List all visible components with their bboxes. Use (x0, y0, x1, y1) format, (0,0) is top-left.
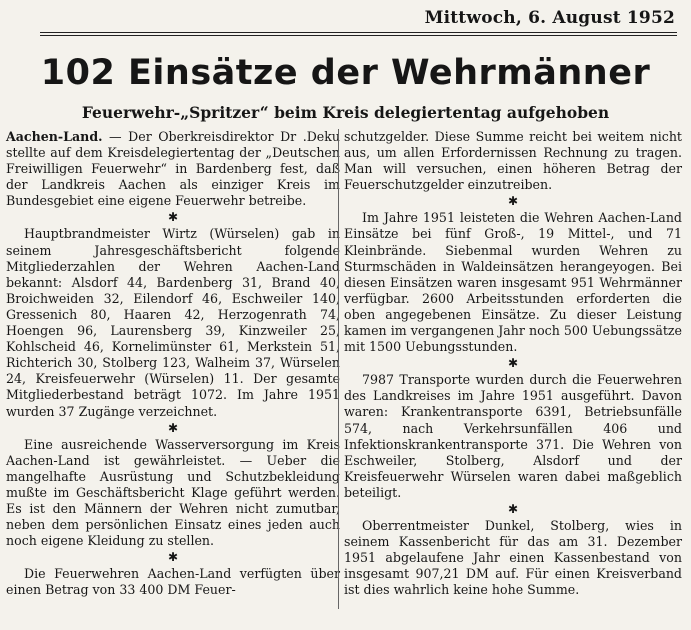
subheadline: Feuerwehr-„Spritzer“ beim Kreis delegiertentag aufgehoben (81, 103, 610, 122)
paragraph: Eine ausreichende Wasserversorgung im Kreis Aachen-Land ist gewährleistet. — Ueber die mangelhafte Ausrüstung und Schutzbekleidung mußte im Geschäftsbericht Klage geführt werden. Es ist den Männern der Wehren nicht zumutbar, neben dem persönlichen Einsatz eines jeden auch noch eigene Kleidung zu stellen. (6, 436, 340, 549)
paragraph: Die Feuerwehren Aachen-Land verfügten über einen Betrag von 33 400 DM Feuer- (6, 566, 340, 598)
paragraph: Oberrentmeister Dunkel, Stolberg, wies in seinem Kassenbericht für das am 31. Dezember 1951 abgelaufene Jahr einen Kassenbestand von insgesamt 907,21 DM auf. Für einen Kreisverband ist dies wahrlich keine hohe Summe. (344, 517, 682, 598)
paragraph (6, 129, 340, 209)
star-separator-icon: ✱ (507, 501, 519, 516)
dateline-lead: Aachen-Land. (6, 129, 103, 144)
paragraph: 7987 Transporte wurden durch die Feuerwehren des Landkreises im Jahre 1951 ausgeführt. Davon waren: Krankentransporte 6391, Betriebsunfälle 574, nach Verkehrsunfällen 406 und Infektionskrankentransporte 371. Die Wehren von Eschweiler, Stolberg, Alsdorf und der Kreisfeuerwehr Würselen waren dabei maßgeblich beteiligt. (344, 372, 682, 500)
star-separator-icon: ✱ (167, 210, 179, 225)
headline: 102 Einsätze der Wehrmänner (40, 53, 651, 93)
star-separator-icon: ✱ (507, 356, 519, 371)
column-divider (338, 129, 339, 609)
header-rule (40, 32, 677, 33)
right-column (344, 129, 682, 598)
paragraph: Hauptbrandmeister Wirtz (Würselen) gab in seinem Jahresgeschäftsbericht folgende Mitgliederzahlen der Wehren Aachen-Land bekannt: Alsdorf 44, Bardenberg 31, Brand 40, Broichweiden 32, Eilendorf 46, Eschweiler 140, Gressenich 80, Haaren 42, Herzogenrath 74, Hoengen 96, Laurensberg 39, Kinzweiler 25, Kohlscheid 46, Kornelimünster 61, Merkstein 51, Richterich 30, Stolberg 123, Walheim 37, Würselen 24, Kreisfeuerwehr (Würselen) 11. Der gesamte Mitgliederbestand beträgt 1072. Im Jahre 1951 wurden 37 Zugänge verzeichnet. (6, 226, 340, 419)
paragraph-text: — Der Oberkreisdirektor Dr .Deku stellte auf dem Kreisdelegiertentag der „Deutschen Freiwilligen Feuerwehr“ in Bardenberg fest, daß der Landkreis Aachen als einziger Kreis im Bundesgebiet eine eigene Feuerwehr betreibe. (6, 129, 340, 209)
paragraph: schutzgelder. Diese Summe reicht bei weitem nicht aus, um allen Erfordernissen Rechnung zu tragen. Man will versuchen, einen höheren Betrag der Feuerschutzgelder einzutreiben. (344, 129, 682, 193)
star-separator-icon: ✱ (507, 194, 519, 209)
header-rule (40, 35, 677, 36)
left-column (6, 129, 340, 598)
star-separator-icon: ✱ (167, 420, 179, 435)
dateline: Mittwoch, 6. August 1952 (424, 8, 675, 28)
paragraph: Im Jahre 1951 leisteten die Wehren Aachen-Land Einsätze bei fünf Groß-, 19 Mittel-, und 71 Kleinbrände. Siebenmal wurden Wehren zu Sturmschäden in Waldeinsätzen herangeyogen. Bei diesen Einsätzen waren insgesamt 951 Wehrmänner verfügbar. 2600 Arbeitsstunden erforderten die oben angegebenen Einsätze. Zu dieser Leistung kamen im vergangenen Jahr noch 500 Uebungssätze mit 1500 Uebungsstunden. (344, 210, 682, 355)
star-separator-icon: ✱ (167, 550, 179, 565)
